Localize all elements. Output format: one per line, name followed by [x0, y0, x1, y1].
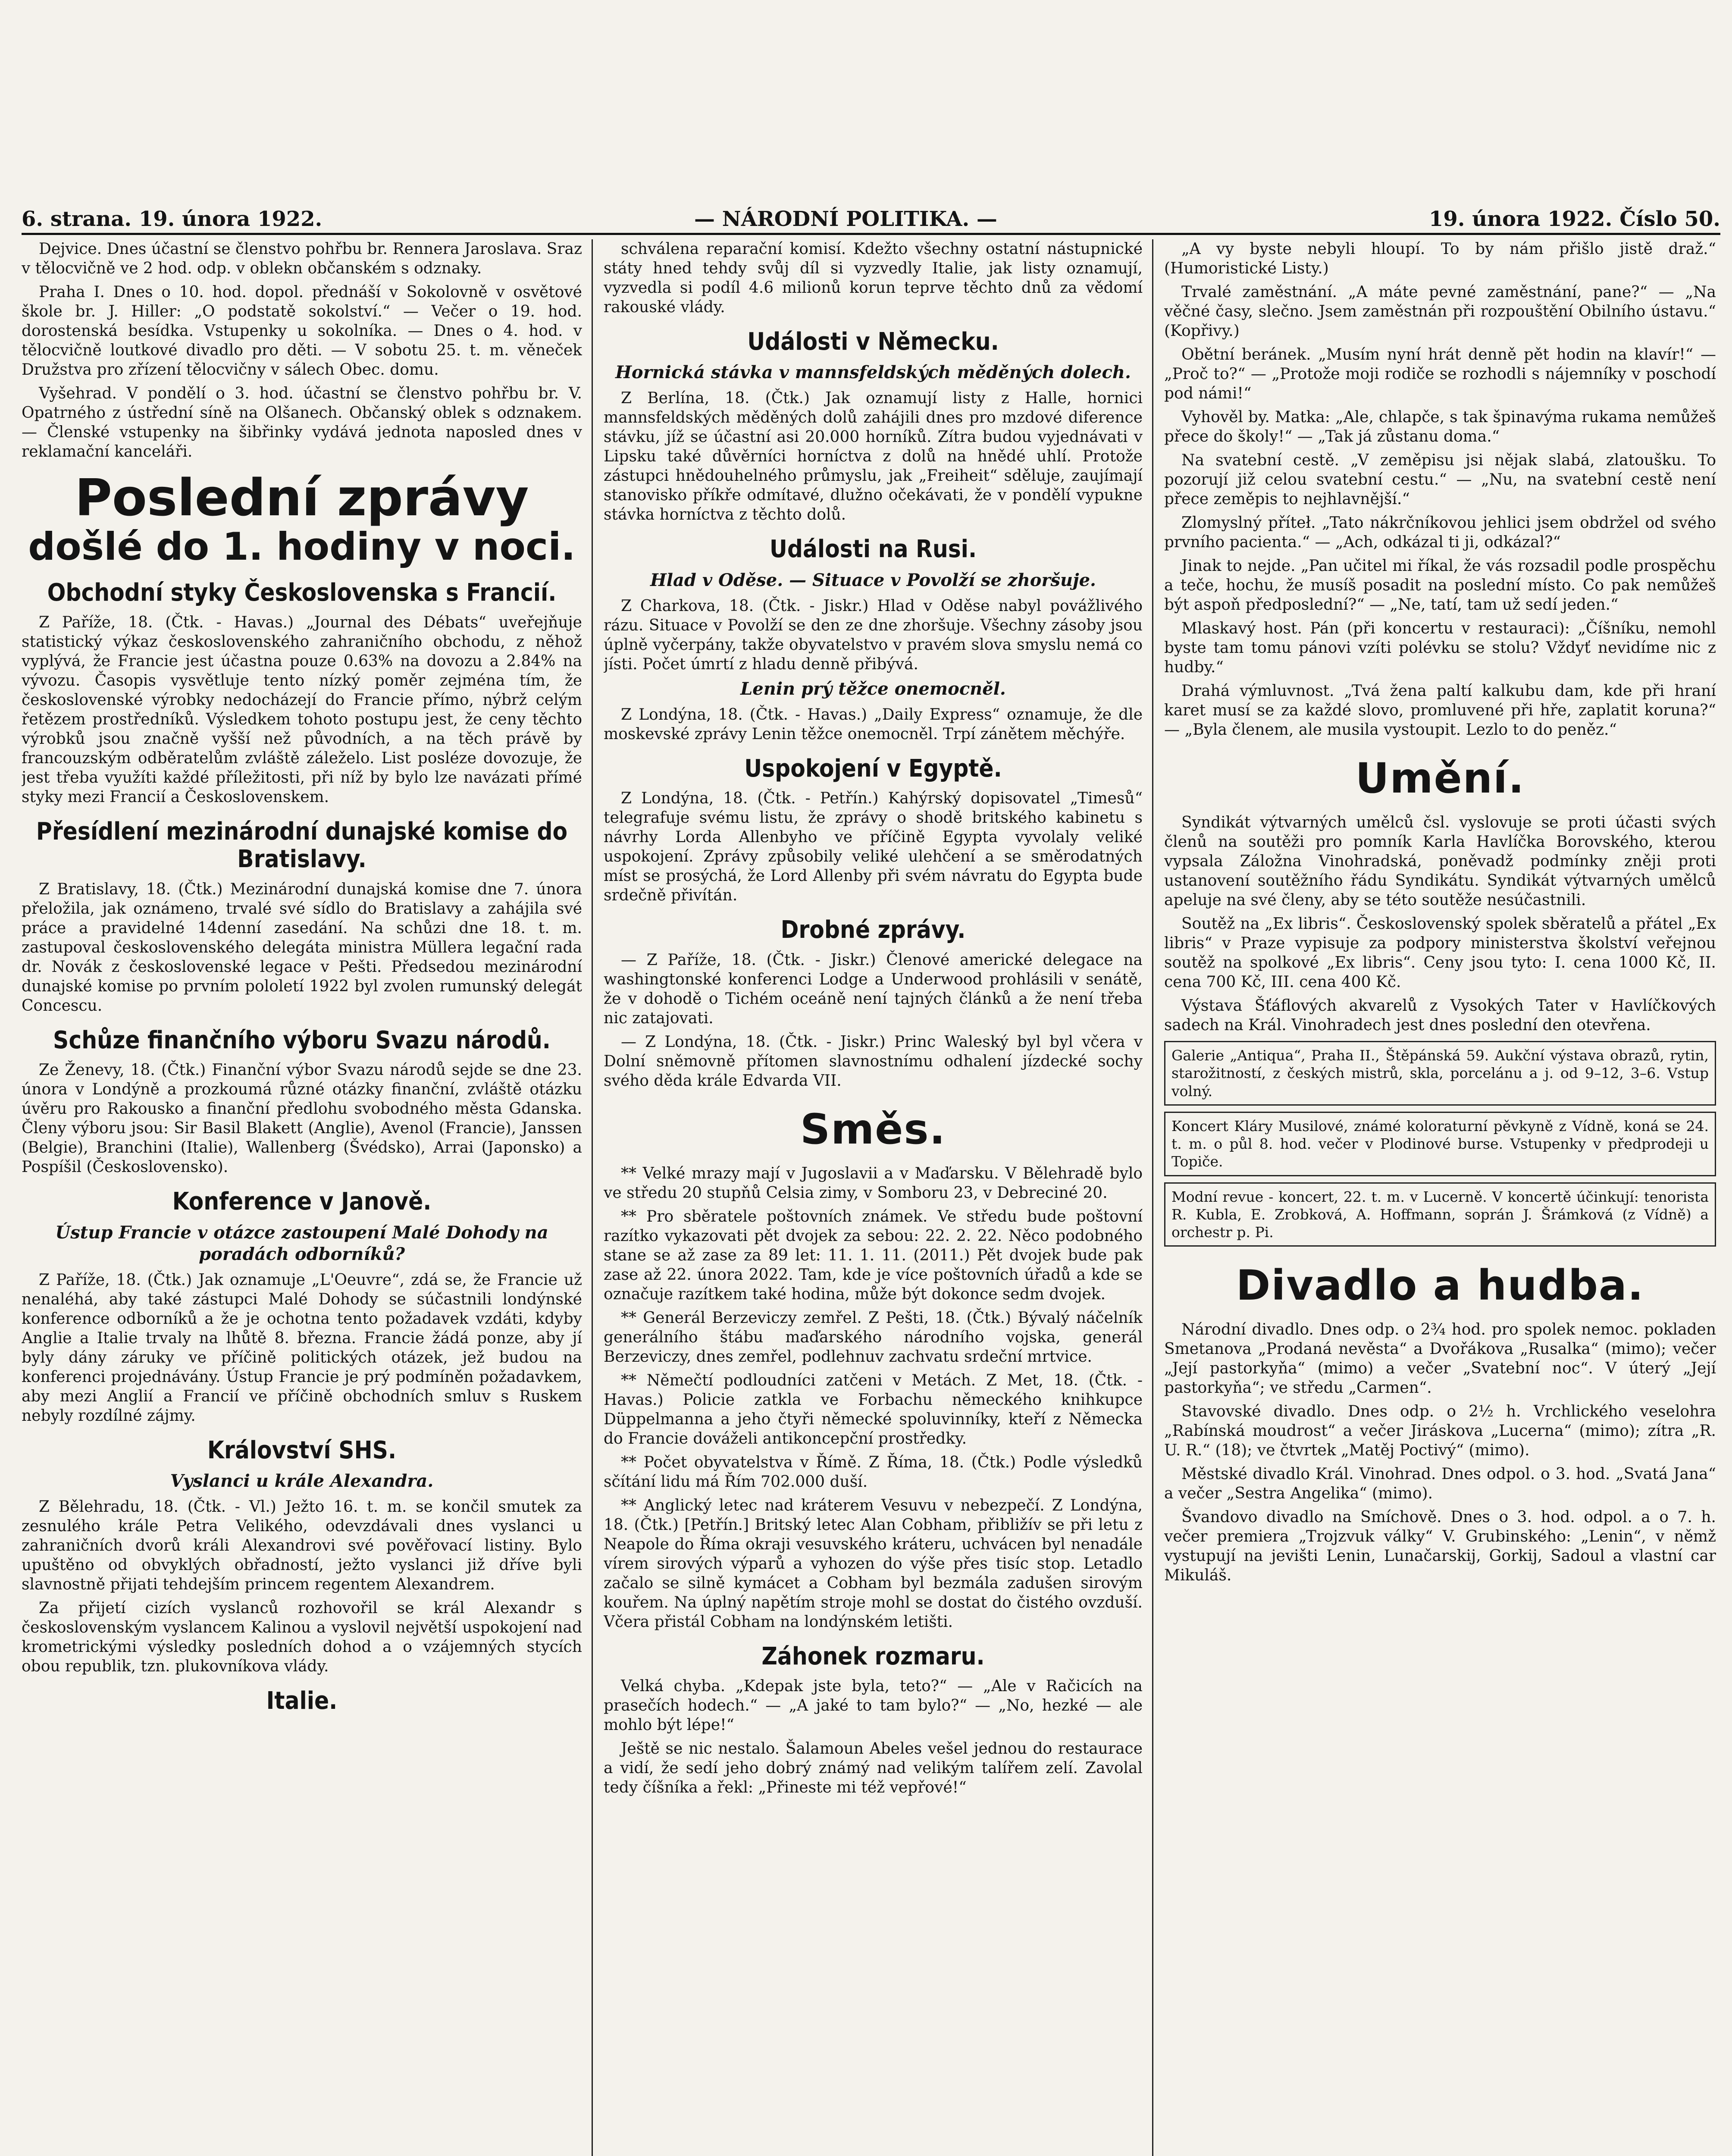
article-paragraph: Soutěž na „Ex libris“. Československý spolek sběratelů a přátel „Ex libris“ v Praze vypisuje za podpory ministerstva školství veřejnou soutěž na spolkové „Ex libris“. Ceny jsou tyto: I. cena 1000 Kč, II. cena 700 Kč, III. cena 400 Kč. [1164, 915, 1716, 991]
article-paragraph: Syndikát výtvarných umělců čsl. vyslovuje se proti účasti svých členů na soutěži pro pomník Karla Havlíčka Borovského, kterou vypsala Záložna Vinohradská, poněvadž podmínky zněji proti ustanovení soutěžního řádu Syndikátu. Syndikát výtvarných umělců apeluje na své členy, aby se této soutěže nesúčastnili. [1164, 814, 1716, 909]
joke-paragraph: Na svatební cestě. „V zeměpisu jsi nějak slabá, zlatoušku. To pozorují již celou svatební cestu.“ — „Nu, na svatební cestě není přece zeměpis to nejhlavnější.“ [1164, 451, 1716, 508]
article-heading: Konference v Janově. [172, 1188, 432, 1216]
article-paragraph: Z Berlína, 18. (Čtk.) Jak oznamují listy z Halle, hornici mannsfeldských měděných dolů zahájili dnes pro mzdové diference stávku, jíž se účastní asi 20.000 horníků. Zítra budou vyjednávati v Lipsku také důvěrníci horníctva z dolů na hnědé uhlí. Protože zástupci hnědouhelného průmyslu, jak „Freiheit“ sděluje, zaujímají stanovisko příkře odmítavé, dlužno očekávati, že v pondělí vypukne stávka horníctva z těchto dolů. [604, 389, 1143, 524]
article-subheading: Hlad v Oděse. — Situace v Povolží se zhoršuje. [650, 570, 1096, 590]
article-paragraph: Stavovské divadlo. Dnes odp. o 2½ h. Vrchlického veselohra „Rabínská moudrost“ a večer Jiráskova „Lucerna“ (mimo); zítra „R. U. R.“ (18); ve čtvrtek „Matěj Poctivý“ (mimo). [1164, 1403, 1716, 1460]
article-paragraph: Z Paříže, 18. (Čtk. - Havas.) „Journal des Débats“ uveřejňuje statistický výkaz československého zahraničního obchodu, z něhož vyplývá, že Francie jest účastna pouze 0.63% na dovozu a 2.84% na vývozu. Časopis vysvětluje tento nízký poměr zejména tím, že československé výrobky nedocházejí do Francie přímo, nýbrž celým řetězem prostředníků. Výsledkem tohoto postupu jest, že ceny těchto výrobků jsou značně vyšší než původních, a na těch právě by francouzským odběratelům zvláště záleželo. List posléze dovozuje, že jest třeba využíti každé příležitosti, při níž by bylo lze navázati přímé styky mezi Francií a Československem. [22, 613, 582, 806]
advertisement-box: Modní revue - koncert, 22. t. m. v Lucerně. V koncertě účinkují: tenorista R. Kubla, E. Zrobková, A. Hoffmann, soprán J. Šrámková (z Vídně) a orchestr p. Pi. [1164, 1182, 1716, 1247]
column-3 [1164, 239, 1716, 2156]
advertisement-box: Galerie „Antiqua“, Praha II., Štěpánská 59. Aukční výstava obrazů, rytin, starožitností, z českých mistrů, skla, porcelánu a j. od 9–12, 3–6. Vstup volný. [1164, 1041, 1716, 1106]
page-header [22, 203, 1720, 235]
article-paragraph: Z Paříže, 18. (Čtk.) Jak oznamuje „L'Oeuvre“, zdá se, že Francie už nenaléhá, aby také zástupci Malé Dohody se súčastnili londýnské konference odborníků a že je ochotna tento požadavek vzdáti, kdyby Anglie a Italie trvaly na lhůtě 8. března. Francie žádá ponze, aby jí byly dány záruky ve příčině politických otázek, jež budou na konferenci projednávány. Ústup Francie je prý podmíněn požadavkem, aby mezi Anglií a Francií ve příčině obchodních smluv s Ruskem nebyly rozdílné zájmy. [22, 1271, 582, 1425]
latest-news-subbanner: došlé do 1. hodiny v noci. [28, 524, 576, 569]
column-1 [22, 239, 582, 2156]
article-heading: Italie. [266, 1686, 338, 1715]
article-paragraph: ** Pro sběratele poštovních známek. Ve středu bude poštovní razítko vykazovati pět dvojek za sebou: 22. 2. 22. Něco podobného stane se až zase za 89 let: 11. 1. 11. (2011.) Pět dvojek bude pak zase až 22. února 2022. Tam, kde je více poštovních úřadů a kde se označuje razítkem také hodina, může být dokonce sedm dvojek. [604, 1207, 1143, 1303]
article-paragraph: Z Charkova, 18. (Čtk. - Jiskr.) Hlad v Oděse nabyl povážlivého rázu. Situace v Povolží se den ze dne zhoršuje. Všechny zásoby jsou úplně vyčerpány, takže obyvatelstvo v pravém slova smyslu nemá co jísti. Počet úmrtí z hladu denně přibývá. [604, 597, 1143, 673]
article-heading: Uspokojení v Egyptě. [744, 754, 1002, 783]
article-paragraph: ** Generál Berzeviczy zemřel. Z Pešti, 18. (Čtk.) Bývalý náčelník generálního štábu maďarského národního vojska, generál Berzeviczy, dnes zemřel, podlehnuv zachvatu srdeční mrtvice. [604, 1309, 1143, 1366]
article-paragraph: Z Bratislavy, 18. (Čtk.) Mezinárodní dunajská komise dne 7. února přeložila, jak oznámeno, trvalé své sídlo do Bratislavy a zahájila své práce a pravidelné 14denní zasedání. Na schůzi dne 18. t. m. zastupoval československého delegáta ministra Müllera legační rada dr. Novák z československé legace v Pešti. Předsedou mezinárodní dunajské komise po prvním pololetí 1922 byl zvolen rumunský delegát Concescu. [22, 880, 582, 1015]
joke-paragraph: Vyhověl by. Matka: „Ale, chlapče, s tak špinavýma rukama nemůžeš přece do školy!“ — „Tak já zůstanu doma.“ [1164, 408, 1716, 445]
advertisement-box: Koncert Kláry Musilové, známé koloraturní pěvkyně z Vídně, koná se 24. t. m. o půl 8. hod. večer v Plodinové burse. Vstupenky v předprodeji u Topiče. [1164, 1112, 1716, 1176]
article-paragraph: ** Počet obyvatelstva v Římě. Z Říma, 18. (Čtk.) Podle výsledků sčítání lidu má Řím 702.000 duší. [604, 1453, 1143, 1491]
article-paragraph: Výstava Šťáflových akvarelů z Vysokých Tater v Havlíčkových sadech na Král. Vinohradech jest dnes poslední den otevřena. [1164, 997, 1716, 1034]
article-subheading: Vyslanci u krále Alexandra. [170, 1470, 434, 1491]
section-title-umeni: Umění. [1355, 754, 1525, 802]
joke-paragraph: Jinak to nejde. „Pan učitel mi říkal, že vás rozsadil podle prospěchu a teče, hochu, že musíš posadit na poslední místo. Co pak nemůžeš být aspoň předposlední?“ — „Ne, tatí, tam už sedí jeden.“ [1164, 557, 1716, 614]
column-divider [1152, 239, 1153, 2156]
joke-paragraph: „A vy byste nebyli hloupí. To by nám přišlo jistě draž.“ (Humoristické Listy.) [1164, 240, 1716, 277]
article-paragraph: Z Londýna, 18. (Čtk. - Havas.) „Daily Express“ oznamuje, že dle moskevské zprávy Lenin těžce onemocněl. Trpí zánětem měchýře. [604, 705, 1143, 743]
masthead-title: — NÁRODNÍ POLITIKA. — [694, 207, 997, 231]
column-2 [604, 239, 1143, 2156]
article-paragraph: — Z Paříže, 18. (Čtk. - Jiskr.) Členové americké delegace na washingtonské konferenci Lodge a Underwood prohlásili v senátě, že v dohodě o Tichém oceáně není tajných článků a že není třeba nic zatajovati. [604, 951, 1143, 1027]
article-paragraph: Z Bělehradu, 18. (Čtk. - Vl.) Ježto 16. t. m. se končil smutek za zesnulého krále Petra Velikého, odevzdávali dnes vyslanci u zahraničních dvorů králi Alexandrovi své pověřovací listiny. Bylo upuštěno od obvyklých obřadností, ježto vyslanci již dříve byli slavnostně přijati tehdejším princem regentem Alexandrem. [22, 1498, 582, 1593]
article-heading: Obchodní styky Československa s Francií. [47, 578, 557, 607]
header-left: 6. strana. 19. února 1922. [22, 207, 323, 231]
article-subheading: Hornická stávka v mannsfeldských měděných dolech. [615, 362, 1131, 383]
article-heading: Záhonek rozmaru. [761, 1642, 985, 1670]
sokol-notice: Vyšehrad. V pondělí o 3. hod. účastní se členstvo pohřbu br. V. Opatrného z ústřední síně na Olšanech. Občanský oblek s odznakem. — Členské vstupenky na šibřinky vydává jednota naposled dnes v reklamační kanceláři. [22, 385, 582, 461]
article-paragraph: Švandovo divadlo na Smíchově. Dnes o 3. hod. odpol. a o 7. h. večer premiera „Trojzvuk války“ V. Grubinského: „Lenin“, v němž vystupují na jevišti Lenin, Lunačarskij, Gorkij, Sadoul a vlastní car Mikuláš. [1164, 1508, 1716, 1585]
article-paragraph: ** Anglický letec nad kráterem Vesuvu v nebezpečí. Z Londýna, 18. (Čtk.) [Petřín.] Britský letec Alan Cobham, přibližív se při letu z Neapole do Říma okraji vesuvského kráteru, uchvácen byl nenadále vírem sirových výparů a vyhozen do výše přes tisíc stop. Letadlo začalo se silně kymácet a Cobham byl bezmála zadušen sirovým kouřem. Na úplný napětím stroje mohl se dostat do čistého ovzduší. Včera přistál Cobham na londýnském letišti. [604, 1496, 1143, 1631]
article-heading: Události na Rusi. [769, 535, 977, 564]
section-title-smes: Směs. [800, 1105, 946, 1153]
article-heading: Království SHS. [207, 1436, 397, 1464]
sokol-notice: Praha I. Dnes o 10. hod. dopol. přednáší v Sokolovně v osvětové škole br. J. Hiller: „O podstatě sokolství.“ — Večer o 19. hod. dorostenská besídka. Vstupenky u sokolníka. — Dnes o 4. hod. v tělocvičně loutkové divadlo pro děti. — V sobotu 25. t. m. věneček Družstva pro zřízení tělocvičny v sálech Obec. domu. [22, 283, 582, 379]
article-paragraph: Národní divadlo. Dnes odp. o 2¾ hod. pro spolek nemoc. pokladen Smetanova „Prodaná nevěsta“ a Dvořákova „Rusalka“ (mimo); večer „Její pastorkyňa“ (mimo) a večer „Svatební noc“. V úterý „Její pastorkyňa“; ve středu „Carmen“. [1164, 1321, 1716, 1397]
article-subheading: Lenin prý těžce onemocněl. [740, 678, 1006, 699]
article-heading: Schůze finančního výboru Svazu národů. [53, 1026, 551, 1054]
joke-paragraph: Zlomyslný příteł. „Tato nákrčníkovou jehlici jsem obdržel od svého prvního pacienta.“ — „Ach, odkázal ti ji, odkázal?“ [1164, 514, 1716, 551]
column-divider [592, 239, 593, 2156]
article-paragraph: ** Velké mrazy mají v Jugoslavii a v Maďarsku. V Bělehradě bylo ve středu 20 stupňů Celsia zimy, v Somboru 23, v Debreciné 20. [604, 1164, 1143, 1202]
joke-paragraph: Obětní beránek. „Musím nyní hrát denně pět hodin na klavír!“ — „Proč to?“ — „Protože moji rodiče se rozhodli s nájemníky v poschodí pod námi!“ [1164, 346, 1716, 402]
article-heading: Přesídlení mezinárodní dunajské komise do Bratislavy. [36, 817, 568, 874]
article-paragraph: Městské divadlo Král. Vinohrad. Dnes odpol. o 3. hod. „Svatá Jana“ a večer „Sestra Angelika“ (mimo). [1164, 1465, 1716, 1503]
article-paragraph: Z Londýna, 18. (Čtk. - Petřín.) Kahýrský dopisovatel „Timesů“ telegrafuje svému listu, že zprávy o shodě britského kabinetu s návrhy Lorda Allenbyho ve příčině Egypta vyvolaly veliké uspokojení. Zprávy způsobily veliké ulehčení a se směrodatných míst se prosýchá, že Lord Allenby při svém návratu do Egypta bude srdečně přivítán. [604, 790, 1143, 905]
joke-paragraph: Drahá výmluvnost. „Tvá žena paltí kalkubu dam, kde při hraní karet musí se za každé slovo, promluvené při hře, zaplatit koruna?“ — „Byla členem, ale musila vystoupit. Lezlo to do peněz.“ [1164, 682, 1716, 739]
article-paragraph: ** Němečtí podloudníci zatčeni v Metách. Z Met, 18. (Čtk. - Havas.) Policie zatkla ve Forbachu německého knihkupce Düppelmanna a jeho čtyři německé spoluvinníky, kteří z Německa do Francie dováželi antikoncepční prostředky. [604, 1371, 1143, 1448]
article-paragraph: Za přijetí cizích vyslanců rozhovořil se král Alexandr s československým vyslancem Kalinou a vyslovil největší uspokojení nad krometrickými výsledky posledních dohod a o vzájemných stycích obou republik, tzn. plukovníkova vlády. [22, 1599, 582, 1675]
article-subheading: Ústup Francie v otázce zastoupení Malé Dohody na poradách odborníků? [55, 1222, 548, 1264]
joke-paragraph: Ještě se nic nestalo. Šalamoun Abeles vešel jednou do restaurace a vidí, že sedí jeho dobrý známý nad velikým talířem zelí. Zavolal tedy číšníka a řekl: „Přineste mi též vepřové!“ [604, 1739, 1143, 1796]
joke-paragraph: Trvalé zaměstnání. „A máte pevné zaměstnání, pane?“ — „Na věčné časy, slečno. Jsem zaměstnán při rozpouštění Obilního ústavu.“ (Kopřivy.) [1164, 283, 1716, 340]
article-paragraph: — Z Londýna, 18. (Čtk. - Jiskr.) Princ Waleský byl byl včera v Dolní sněmovně přítomen slavnostnímu odhalení jízdecké sochy svého děda krále Edvarda VII. [604, 1033, 1143, 1090]
article-heading: Drobné zprávy. [780, 916, 966, 944]
joke-paragraph: Velká chyba. „Kdepak jste byla, teto?“ — „Ale v Račicích na prasečích hodech.“ — „A jaké to tam bylo?“ — „No, hezké — ale mohlo být lépe!“ [604, 1677, 1143, 1734]
article-paragraph: schválena reparační komisí. Kdežto všechny ostatní nástupnické státy hned tehdy svůj díl si vyzvedly Italie, jak listy oznamují, vyzvedla si podíl 4.6 milionů korun teprve těchto dnů za vědomí rakouské vlády. [604, 240, 1143, 316]
header-right: 19. února 1922. Číslo 50. [1428, 207, 1720, 231]
article-paragraph: Ze Ženevy, 18. (Čtk.) Finanční výbor Svazu národů sejde se dne 23. února v Londýně a prozkoumá různé otázky finanční, zvláště otázku úvěru pro Rakousko a finanční předlohu svobodného města Gdanska. Členy výboru jsou: Sir Basil Blakett (Anglie), Avenol (Francie), Janssen (Belgie), Branchini (Italie), Wallenberg (Švédsko), Arrai (Japonsko) a Pospíšil (Československo). [22, 1061, 582, 1176]
latest-news-banner: Poslední zprávy [75, 468, 529, 527]
section-title-divadlo: Divadlo a hudba. [1236, 1261, 1644, 1310]
joke-paragraph: Mlaskavý host. Pán (při koncertu v restauraci): „Číšníku, nemohl byste tam tomu pánovi vzíti polévku se stolu? Vždyť nevidíme nic z hudby.“ [1164, 620, 1716, 676]
article-heading: Události v Německu. [747, 328, 999, 356]
sokol-notice: Dejvice. Dnes účastní se členstvo pohřbu br. Rennera Jaroslava. Sraz v tělocvičně ve 2 hod. odp. v oblekn občanském s odznaky. [22, 240, 582, 277]
